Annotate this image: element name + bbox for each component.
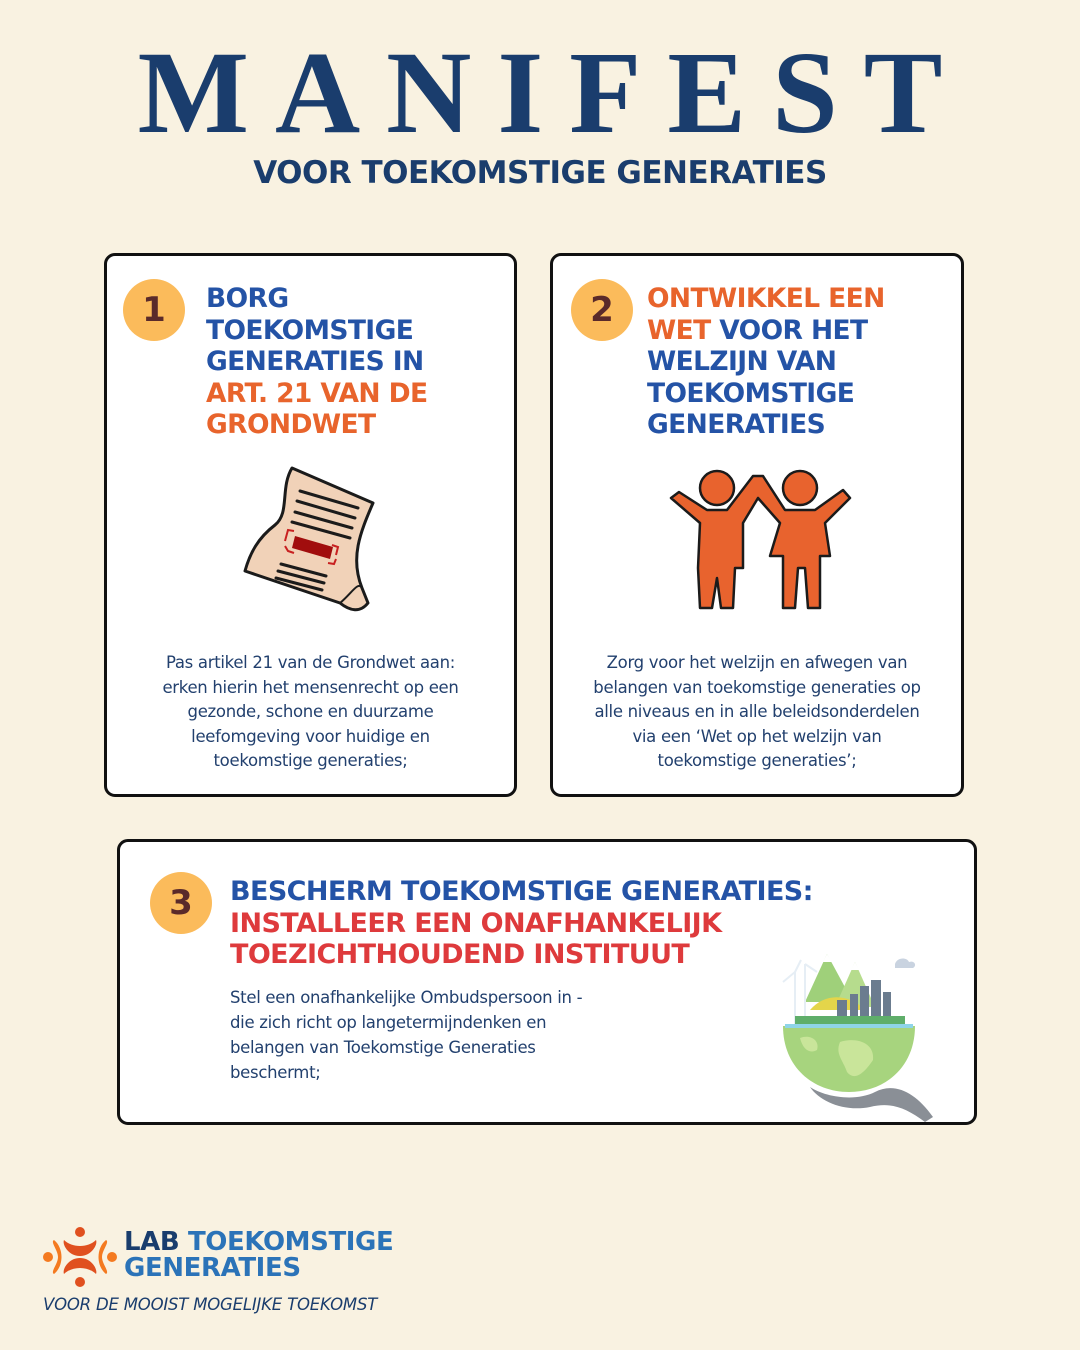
page-title: MANIFEST [137, 27, 969, 158]
heading-line: BESCHERM TOEKOMSTIGE GENERATIES: [230, 876, 813, 907]
card-body [230, 985, 670, 1085]
body-line: belangen van Toekomstige Generaties [230, 1038, 536, 1057]
body-line: Pas artikel 21 van de Grondwet aan: [165, 653, 456, 672]
heading-line: GENERATIES [647, 409, 826, 440]
heading-line: BORG [206, 283, 289, 314]
heading-segment: WET [647, 314, 711, 346]
body-line: toekomstige generaties’; [657, 751, 857, 770]
heading-line: GENERATIES IN [206, 346, 424, 377]
page-subtitle: VOOR TOEKOMSTIGE GENERATIES [253, 155, 827, 191]
heading-line: WELZIJN VAN [647, 346, 837, 377]
body-line: leefomgeving voor huidige en [191, 726, 430, 746]
manifest-card-2 [550, 253, 964, 797]
heading-line: TOEKOMSTIGE [647, 377, 855, 409]
body-line: gezonde, schone en duurzame [187, 702, 434, 721]
number-badge: 3 [150, 872, 212, 934]
tagline: VOOR DE MOOIST MOGELIJKE TOEKOMST [43, 1295, 378, 1314]
heading-line: ART. 21 VAN DE [206, 377, 428, 409]
body-line: die zich richt op langetermijndenken en [230, 1013, 547, 1032]
body-line: Stel een onafhankelijke Ombudspersoon in - [230, 988, 583, 1007]
children-icon [665, 468, 855, 618]
card-heading [647, 283, 957, 441]
heading-line: GRONDWET [206, 409, 376, 440]
body-line: toekomstige generaties; [213, 751, 408, 770]
number-badge: 1 [123, 279, 185, 341]
body-line: via een ‘Wet op het welzijn van [632, 726, 882, 746]
card-body [107, 651, 514, 774]
body-line: beschermt; [230, 1063, 321, 1082]
body-line: belangen van toekomstige generaties op [593, 677, 921, 697]
heading-segment: VOOR HET [710, 314, 868, 346]
card-body [553, 651, 961, 774]
lab-logo-icon [40, 1226, 120, 1288]
body-line: Zorg voor het welzijn en afwegen van [606, 653, 908, 672]
heading-line: TOEZICHTHOUDEND INSTITUUT [230, 939, 690, 970]
card-heading [206, 283, 506, 441]
globe-in-hand-icon [755, 942, 935, 1125]
manifest-card-1 [104, 253, 517, 797]
logo-word-generaties: GENERATIES [124, 1253, 301, 1283]
heading-line: TOEKOMSTIGE [206, 314, 414, 346]
number-badge: 2 [571, 279, 633, 341]
lab-logo-text [124, 1229, 393, 1281]
heading-line: INSTALLEER EEN ONAFHANKELIJK [230, 907, 722, 939]
heading-line: ONTWIKKEL EEN [647, 283, 885, 314]
logo-word-lab: LAB [124, 1227, 180, 1257]
scroll-document-icon [240, 463, 380, 613]
logo-word-toekomstige: TOEKOMSTIGE [179, 1227, 394, 1257]
body-line: erken hierin het mensenrecht op een [162, 677, 459, 697]
manifest-card-3 [117, 839, 977, 1125]
body-line: alle niveaus en in alle beleidsonderdelen [594, 702, 920, 721]
